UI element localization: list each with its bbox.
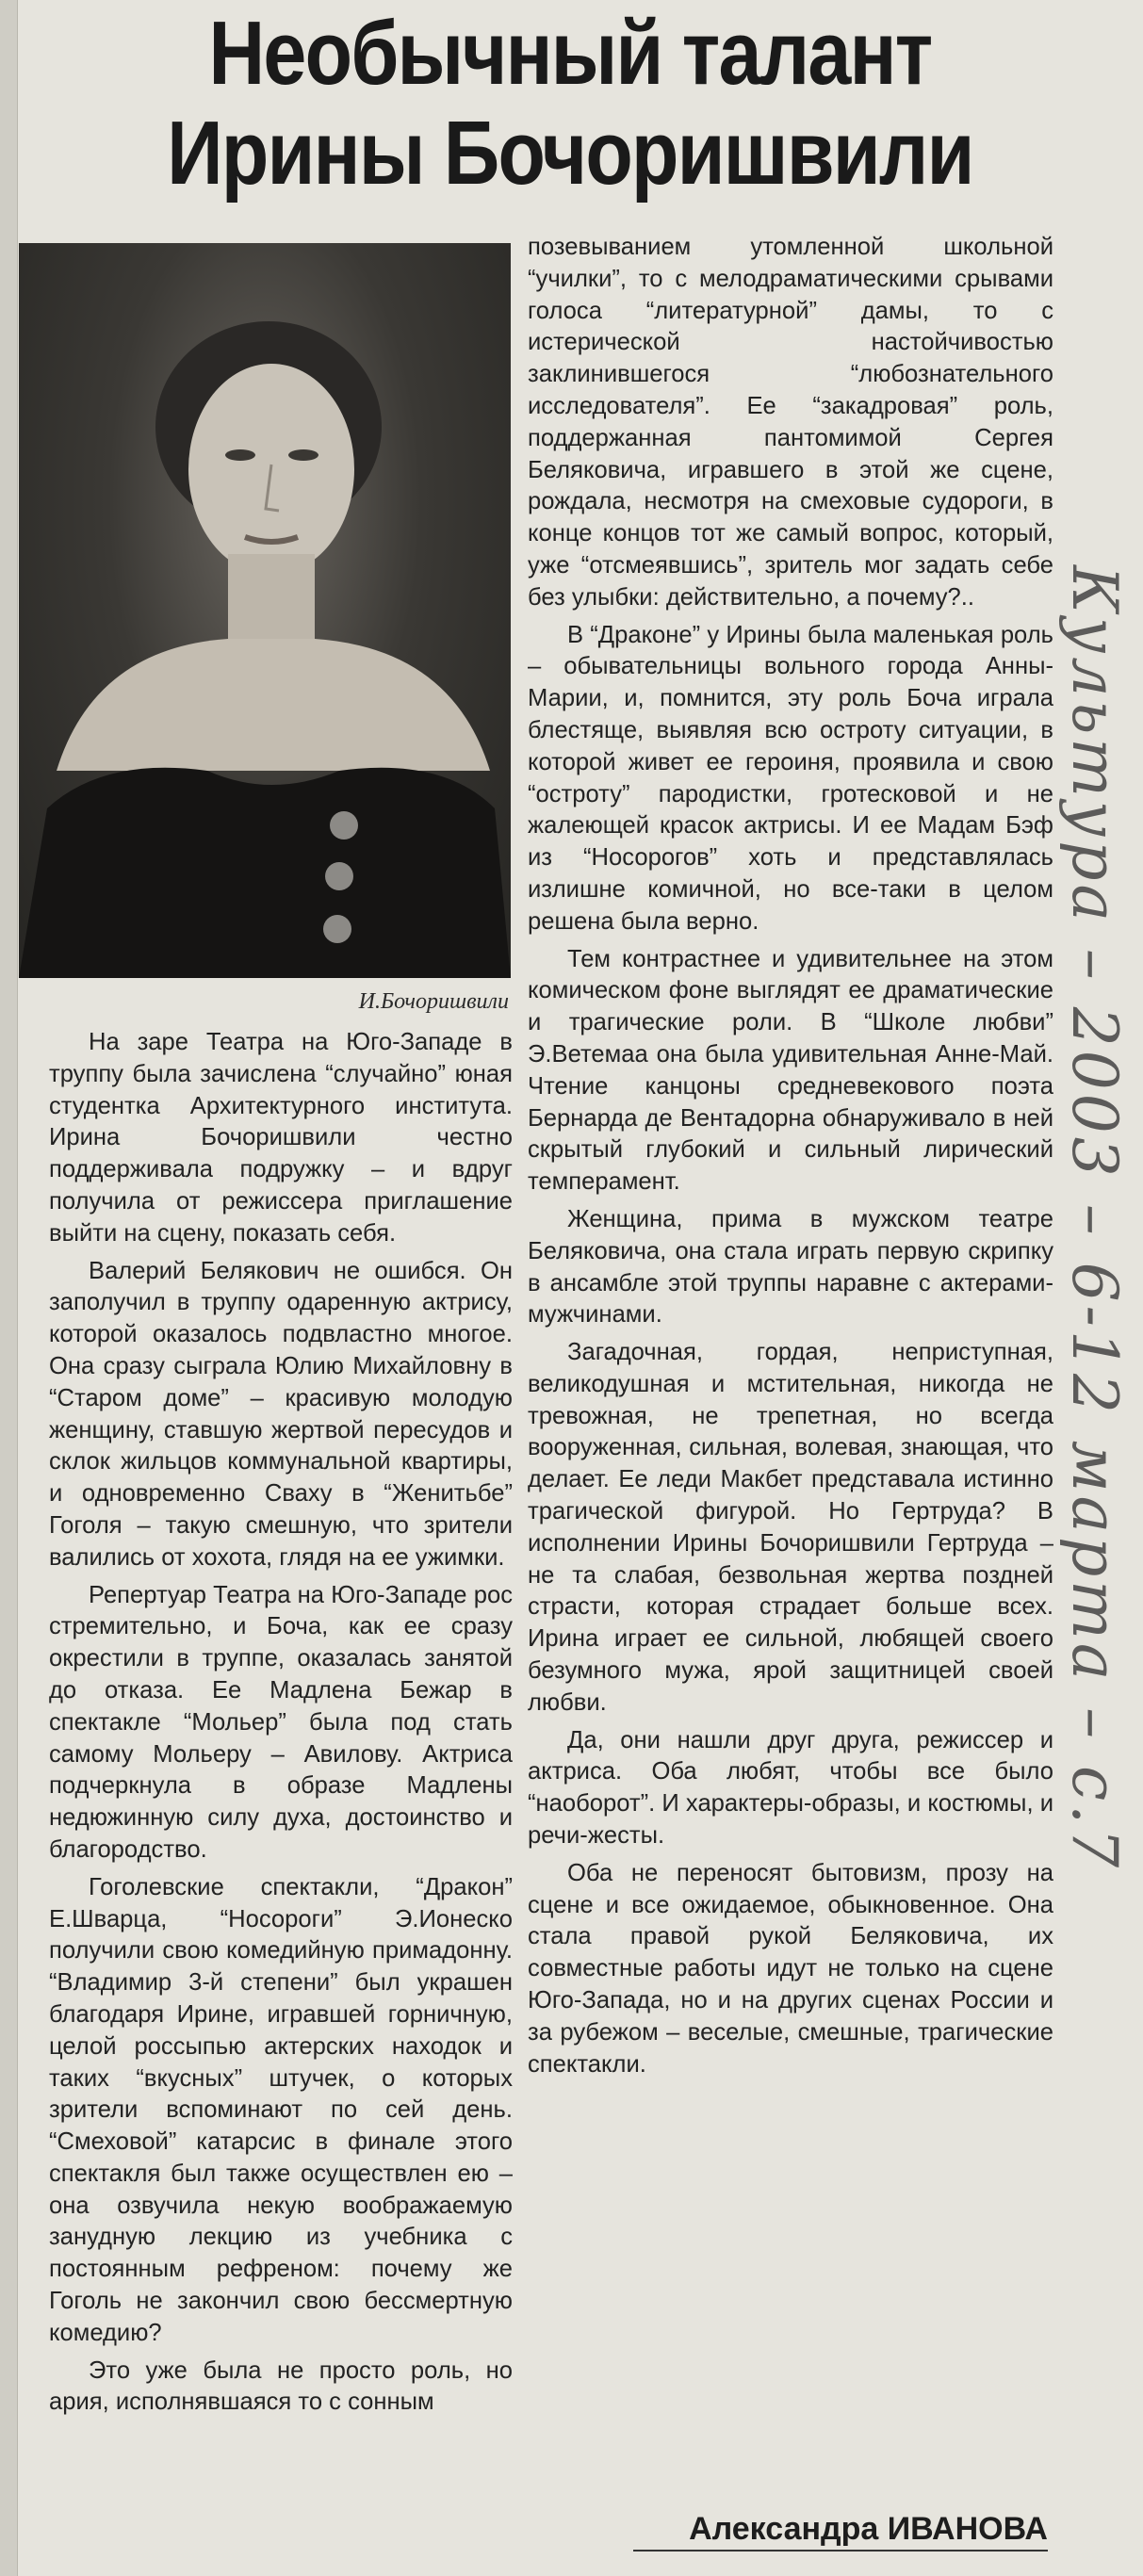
paragraph: Тем контрастнее и удивительнее на этом комическом фоне выглядят ее драматические и трагические роли. В “Школе любви” Э.Ветемаа она была удивительная Анне-Май. Чтение канцоны средневекового поэта Бернарда де Вентадорна обнаруживало в ней скрытый глубокий и сильный лирический темперамент. (528, 945, 1053, 1196)
author-byline: Александра ИВАНОВА (633, 2511, 1048, 2552)
dress-button-2 (325, 862, 353, 890)
dress-shape (19, 768, 511, 978)
paragraph: Это уже была не просто роль, но ария, исполнявшаяся то с сонным (49, 2356, 513, 2416)
paragraph: На заре Театра на Юго-Западе в труппу была зачислена “случайно” юная студентка Архитектурного института. Ирина Бочоришвили честно поддерживала подружку – и вдруг получила от режиссера приглашение выйти на сцену, показать себя. (49, 1029, 513, 1247)
paragraph: Да, они нашли друг друга, режиссер и актриса. Оба любят, чтобы все было “наоборот”. И характеры-образы, и костюмы, и речи-жесты. (528, 1726, 1053, 1850)
portrait-photo (19, 243, 511, 978)
portrait-image (19, 243, 511, 978)
headline-line-1: Необычный талант (208, 3, 932, 104)
paragraph: Оба не переносят бытовизм, прозу на сцене и все ожидаемое, обыкновенное. Она стала правой рукой Беляковича, их совместные работы идут не только на сцене Юго-Запада, но и на других сценах России и за рубежом – веселые, смешные, трагические спектакли. (528, 1859, 1053, 2078)
article-column-1 (49, 1027, 513, 2419)
handwritten-note: Культура – 2003 – 6-12 марта – с.7 (1058, 565, 1131, 1872)
paragraph: Репертуар Театра на Юго-Западе рос стремительно, и Боча, как ее сразу окрестили в труппе, оказалась занятой до отказа. Ее Мадлена Бежар в спектакле “Мольер” была под стать самому Мольеру – Авилову. Актриса подчеркнула в образе Мадлены недюжинную силу духа, достоинство и благородство. (49, 1581, 513, 1863)
headline (112, 4, 1028, 204)
paragraph: Загадочная, гордая, неприступная, великодушная и мстительная, никогда не тревожная, не трепетная, но всегда вооруженная, сильная, волевая, знающая, что делает. Ее леди Макбет представала истинно трагической фигурой. Но Гертруда? В исполнении Ирины Бочоришвили Гертруда – не та слабая, безвольная жертва поздней страсти, которая страдает больше всех. Ирина играет ее сильной, любящей своего безумного мужа, ярой защитницей своей любви. (528, 1339, 1053, 1716)
paragraph: позевыванием утомленной школьной “училки”, то с мелодраматическими срывами голоса “литературной” дамы, то с истерической настойчивостью заклинившегося “любознательного исследователя”. Ее “закадровая” роль, поддержанная пантомимой Сергея Беляковича, игравшего в этой же сцене, рождала, несмотря на смеховые судороги, в конце концов тот же самый вопрос, который, уже “отсмеявшись”, зритель мог задать себе без улыбки: действительно, а почему?.. (528, 234, 1053, 611)
right-eye (288, 449, 318, 461)
photo-caption: И.Бочоришвили (358, 989, 509, 1014)
paragraph: В “Драконе” у Ирины была маленькая роль – обывательницы вольного города Анны-Марии, и, помнится, эту роль Боча играла блестяще, выявляя всю остроту ситуации, в которой живет ее героиня, проявила и свою “остроту” пародистки, гротесковой и не жалеющей красок актрисы. И ее Мадам Бэф из “Носорогов” хоть и представлялась излишне комичной, но все-таки в целом решена была верно. (528, 621, 1053, 935)
paragraph: Валерий Белякович не ошибся. Он заполучил в труппу одаренную актрису, которой оказалось подвластно многое. Она сразу сыграла Юлию Михайловну в “Старом доме” – красивую молодую женщину, ставшую жертвой пересудов и склок жильцов коммунальной квартиры, и одновременно Сваху в “Женитьбе” Гоголя – такую смешную, что зрители валились от хохота, глядя на ее ужимки. (49, 1257, 513, 1571)
article-column-2 (528, 232, 1053, 2080)
paragraph: Женщина, прима в мужском театре Беляковича, она стала играть первую скрипку в ансамбле этой труппы наравне с актерами-мужчинами. (528, 1205, 1053, 1329)
paragraph: Гоголевские спектакли, “Дракон” Е.Шварца, “Носороги” Э.Ионеско получили свою комедийную примадонну. “Владимир 3-й степени” был украшен благодаря Ирине, игравшей горничную, целой россыпью актерских находок и таких “вкусных” штучек, о которых зрители вспоминают по сей день. “Смеховой” катарсис в финале этого спектакля был также осуществлен ею – она озвучила некую воображаемую занудную лекцию из учебника с постоянным рефреном: почему же Гоголь не закончил свою бессмертную комедию? (49, 1873, 513, 2346)
left-eye (225, 449, 255, 461)
headline-line-2: Ирины Бочоришвили (167, 103, 973, 204)
dress-button-3 (323, 915, 351, 943)
dress-button-1 (330, 811, 358, 840)
shoulders-shape (57, 639, 490, 771)
clipping-edge (0, 0, 18, 2576)
